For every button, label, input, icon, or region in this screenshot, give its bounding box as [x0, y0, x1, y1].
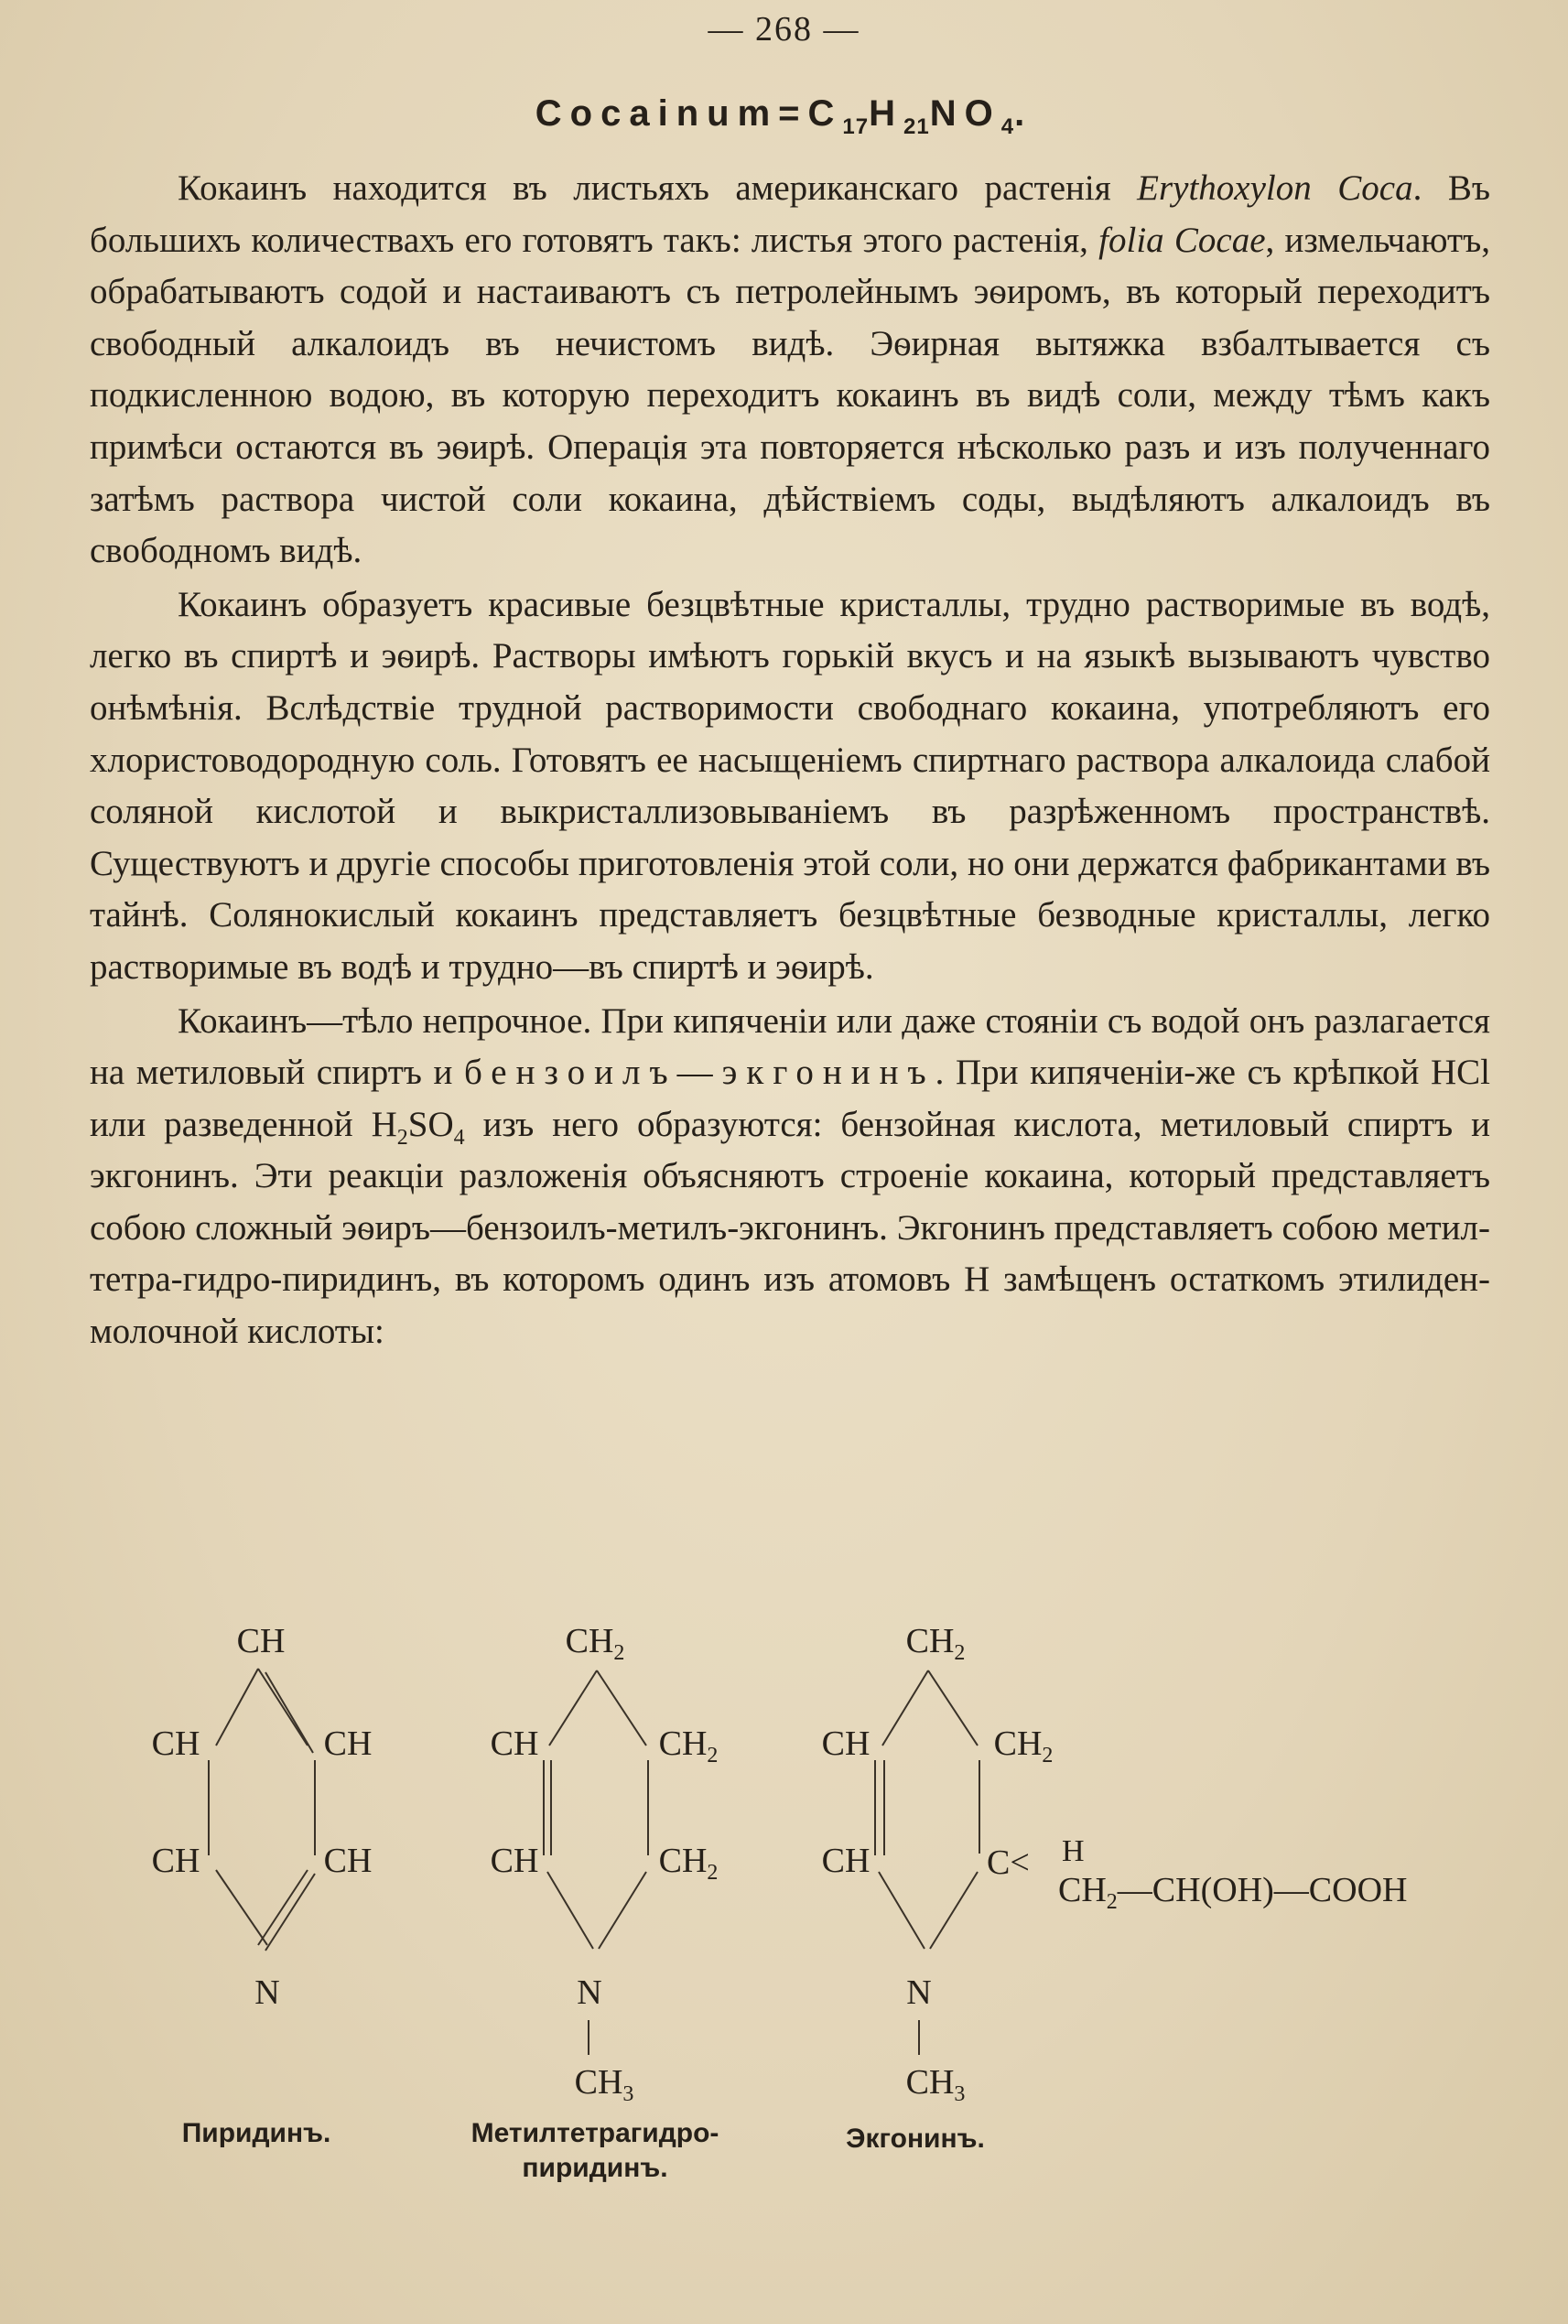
p3-spaced-term: бензоилъ—экгонинъ — [463, 1053, 935, 1093]
ecg-methyl: $CH_3$ — [905, 2063, 966, 2106]
pyr-left-lower: CH — [151, 1842, 200, 1880]
p3-text-c: SO — [407, 1104, 454, 1144]
title-formula-c: C — [807, 93, 843, 134]
pyr-bottom-n: N — [254, 1973, 280, 2012]
title-sub-h: 21 — [903, 114, 930, 139]
paragraph-3 — [90, 996, 1490, 1358]
caption-mthp-line2: пиридинъ. — [522, 2153, 668, 2183]
mthp-right-upper: $CH_2$ — [658, 1724, 719, 1767]
page-number: — 268 — — [708, 10, 860, 49]
mthp-bottom-n: N — [577, 1973, 602, 2012]
pyr-left-upper: CH — [151, 1724, 200, 1763]
title-equals: = — [778, 93, 808, 134]
pyridine-structure — [209, 1669, 315, 1951]
title-formula-no: NO — [929, 93, 1001, 134]
title-name: Cocainum — [535, 93, 779, 134]
p3-text-b: . При кипяченіи-же съ крѣпкой HCl или разведенной H — [90, 1053, 1491, 1144]
mthp-methyl: $CH_3$ — [574, 2063, 634, 2106]
caption-ecgonine: Экгонинъ. — [846, 2124, 985, 2154]
p1-text-b: . Въ большихъ количествахъ его готовятъ такъ: листья этого растенія, — [90, 168, 1490, 260]
mthp-top: $CH_2$ — [565, 1622, 625, 1665]
ecg-left-upper: CH — [821, 1724, 871, 1763]
pyr-top: CH — [236, 1622, 286, 1660]
p1-text-a: Кокаинъ находится въ листьяхъ американскаго растенія — [178, 168, 1138, 208]
caption-pyridine: Пиридинъ. — [181, 2118, 331, 2148]
title-sub-c: 17 — [842, 114, 870, 139]
p1-text-c: , измельчаютъ, обрабатываютъ содой и настаиваютъ съ петролейнымъ эѳиромъ, въ который переходитъ свободный алкалоидъ въ нечистомъ видѣ. Эѳирная вытяжка взбалтывается съ подкисленною водою, въ которую переходитъ кокаинъ въ видѣ соли, между тѣмъ какъ примѣси остаются въ эѳирѣ. Операція эта повторяется нѣсколько разъ и изъ полученнаго затѣмъ раствора чистой соли кокаина, дѣйствіемъ соды, выдѣляютъ алкалоидъ въ свободномъ видѣ. — [90, 220, 1491, 571]
pyr-right-lower: CH — [323, 1842, 373, 1880]
mthp-left-upper: CH — [490, 1724, 539, 1763]
p3-sub-4: 4 — [453, 1125, 465, 1150]
ecg-bottom-n: N — [906, 1973, 932, 2012]
body-text — [90, 163, 1490, 1358]
p1-latin-name: Erythoxylon Coca — [1137, 168, 1413, 208]
p3-text-a: Кокаинъ—тѣло непрочное. При кипяченіи или даже стояніи съ водой онъ разлагается на метиловый спиртъ и — [90, 1000, 1490, 1093]
structural-formulas — [0, 1606, 1568, 2192]
ecg-right-upper: $CH_2$ — [993, 1724, 1054, 1767]
ecg-right-lower-c: C< — [987, 1843, 1030, 1882]
pyr-right-upper: CH — [323, 1724, 373, 1763]
caption-methyltetrahydropyridine — [439, 2116, 751, 2186]
title-sub-o: 4 — [1000, 114, 1015, 139]
p1-latin-folia: folia Cocae — [1098, 220, 1266, 260]
title-dot: . — [1014, 93, 1033, 134]
ecg-branch-h: H — [1062, 1834, 1085, 1868]
section-title — [0, 93, 1568, 140]
title-formula-h: H — [869, 93, 903, 134]
ecg-side-chain: $CH_2—CH(OH)—COOH$ — [1058, 1871, 1408, 1914]
ecg-top: $CH_2$ — [905, 1622, 966, 1665]
paragraph-2: Кокаинъ образуетъ красивые безцвѣтные кристаллы, трудно растворимые въ водѣ, легко въ спиртѣ и эѳирѣ. Растворы имѣютъ горькій вкусъ и на языкѣ вызываютъ чувство онѣмѣнія. Вслѣдствіе трудной растворимости свободнаго кокаина, употребляютъ его хлористоводородную соль. Готовятъ ее насыщеніемъ спиртнаго раствора алкалоида слабой соляной кислотой и выкристаллизовываніемъ въ разрѣженномъ пространствѣ. Существуютъ и другіе способы приготовленія этой соли, но они держатся фабрикантами въ тайнѣ. Солянокислый кокаинъ представляетъ безцвѣтные безводные кристаллы, легко растворимые въ водѣ и трудно—въ спиртѣ и эѳирѣ. — [90, 584, 1490, 987]
p3-text-d: изъ него образуются: бензойная кислота, метиловый спиртъ и экгонинъ. Эти реакціи разложенія объясняютъ строеніе кокаина, который представляетъ собою сложный эѳиръ—бензоилъ-метилъ-экгонинъ. Экгонинъ представляетъ собою метил-тетра-гидро-пиридинъ, въ которомъ одинъ изъ атомовъ H замѣщенъ остаткомъ этилиден-молочной кислоты: — [90, 1104, 1490, 1352]
ecg-left-lower: CH — [821, 1842, 871, 1880]
mthp-right-lower: $CH_2$ — [658, 1842, 719, 1885]
paragraph-1 — [90, 163, 1490, 578]
caption-mthp-line1: Метилтетрагидро- — [470, 2118, 719, 2148]
mthp-left-lower: CH — [490, 1842, 539, 1880]
p3-sub-2: 2 — [396, 1125, 408, 1150]
